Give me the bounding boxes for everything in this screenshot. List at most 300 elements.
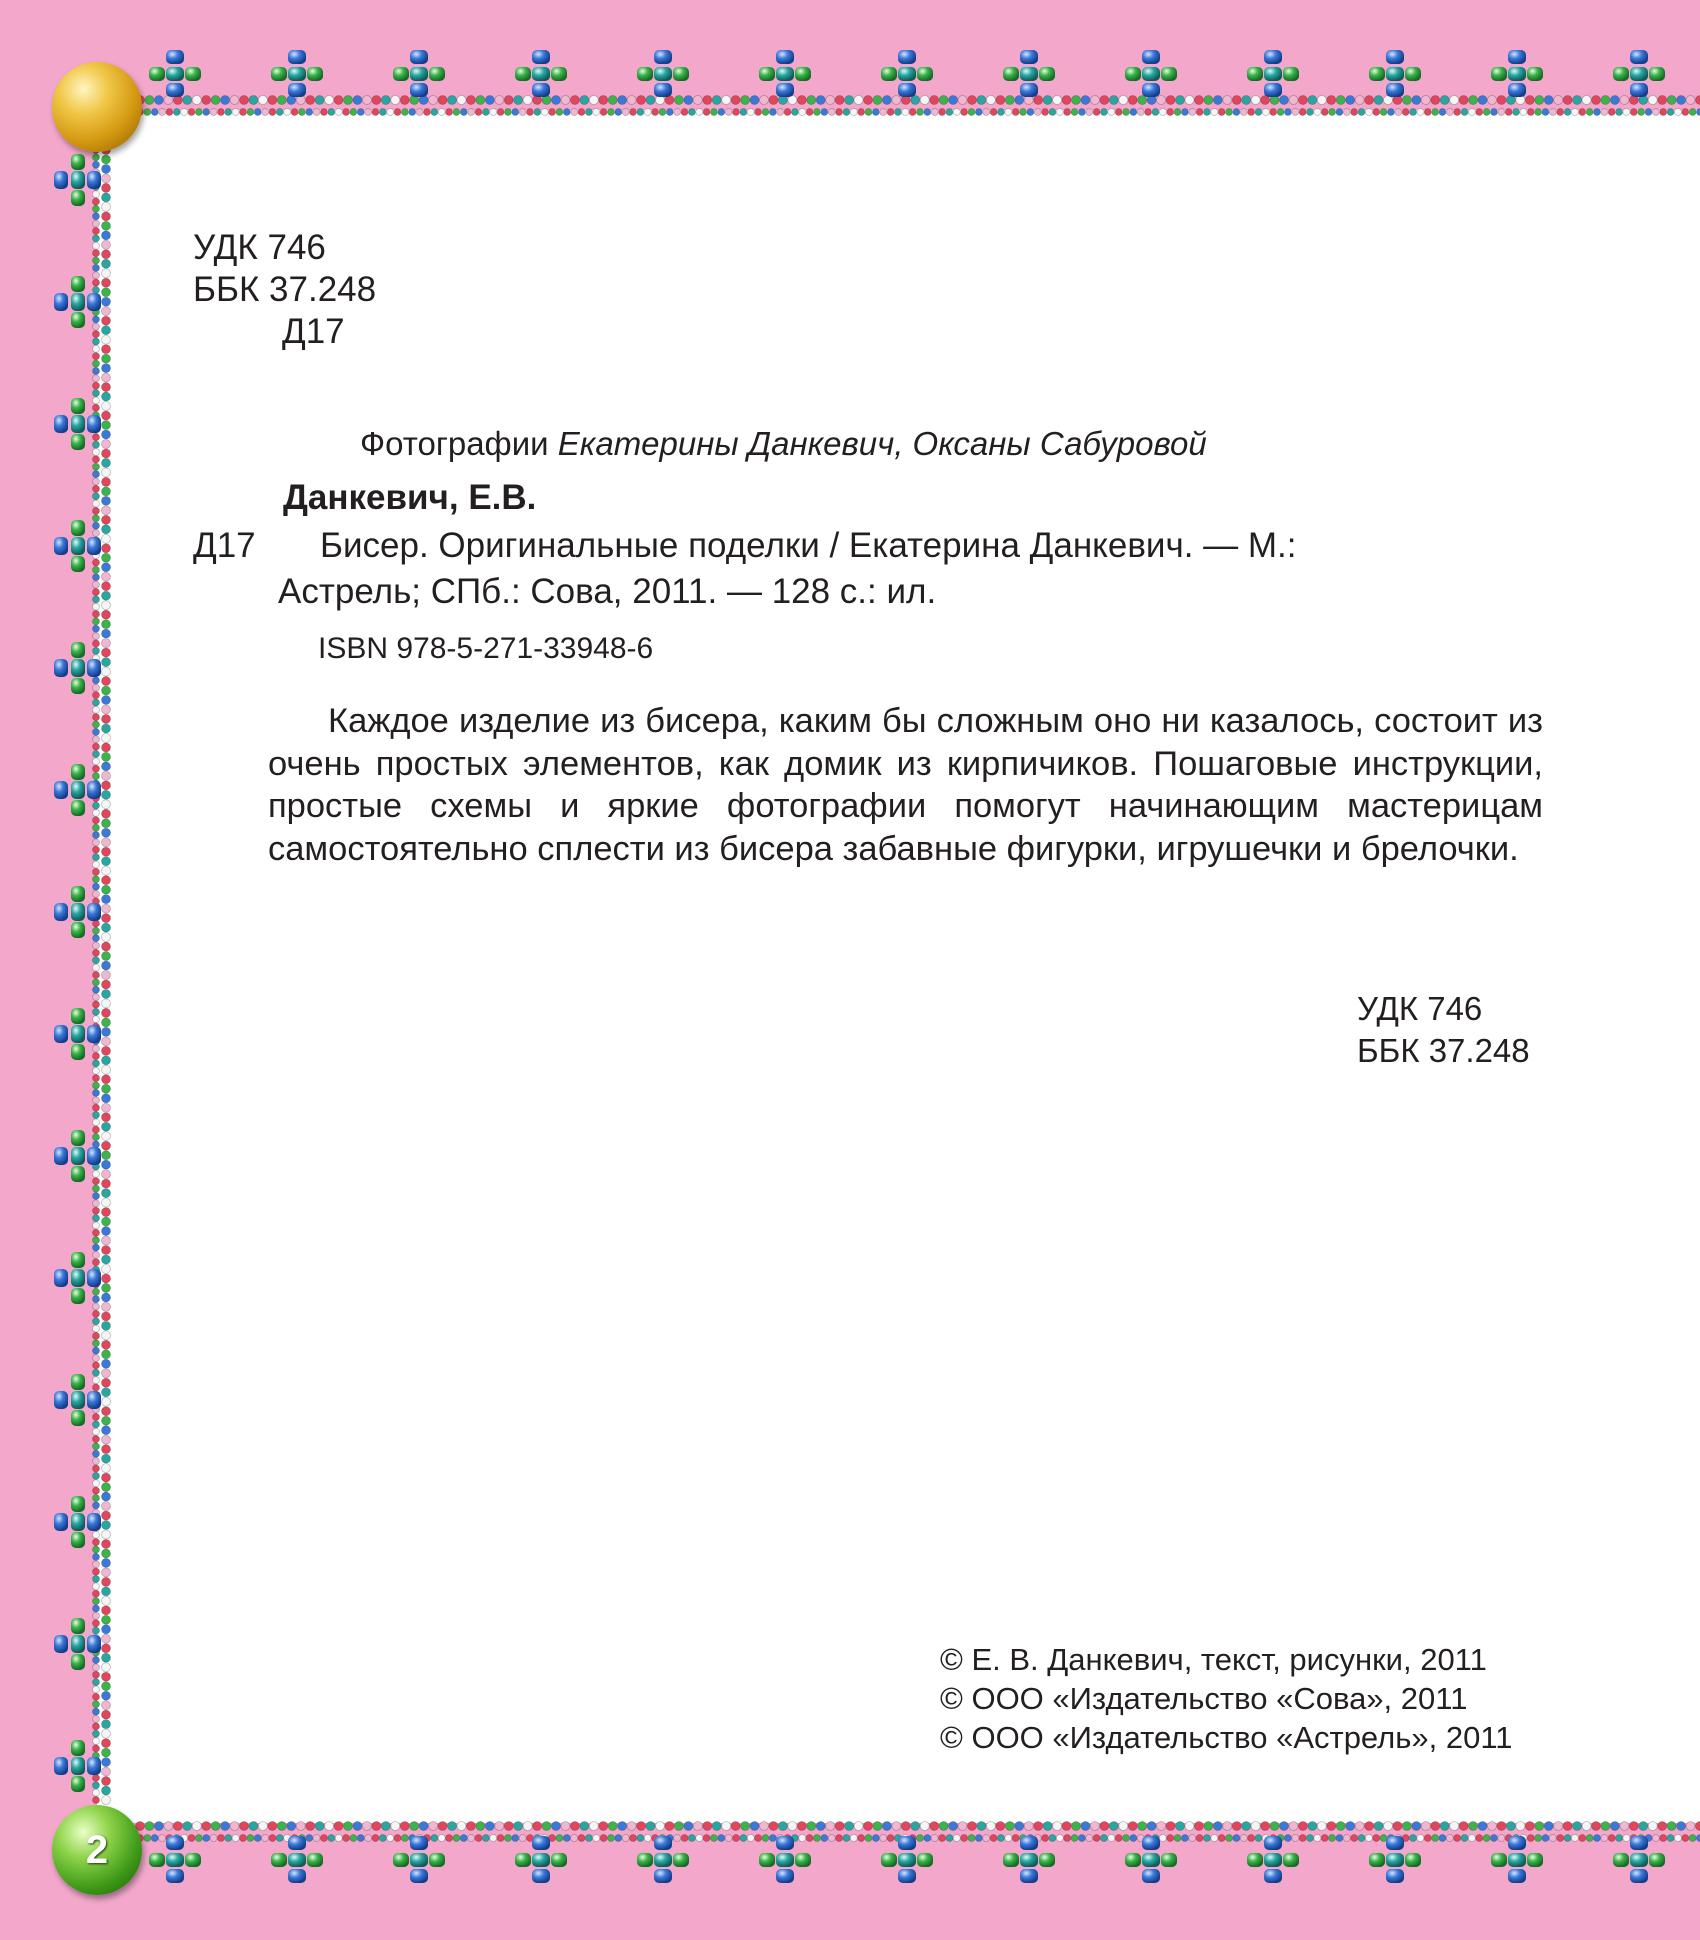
seed-bead bbox=[102, 1615, 111, 1624]
seed-bead bbox=[1336, 1822, 1345, 1831]
seed-bead bbox=[1410, 109, 1417, 116]
seed-bead bbox=[448, 96, 457, 105]
seed-bead bbox=[429, 96, 438, 105]
seed-bead bbox=[475, 109, 482, 116]
seed-bead bbox=[1233, 1835, 1240, 1842]
seed-bead bbox=[93, 942, 100, 949]
seed-bead bbox=[983, 1835, 990, 1842]
seed-bead bbox=[1005, 109, 1012, 116]
seed-bead bbox=[873, 1822, 882, 1831]
seed-bead bbox=[589, 96, 598, 105]
seed-bead bbox=[512, 1835, 519, 1842]
seed-bead bbox=[1365, 109, 1372, 116]
seed-bead bbox=[1289, 1822, 1298, 1831]
seed-bead bbox=[608, 1822, 617, 1831]
seed-bead bbox=[102, 667, 111, 676]
seed-bead bbox=[379, 109, 386, 116]
seed-bead bbox=[102, 771, 111, 780]
seed-bead bbox=[1138, 96, 1147, 105]
seed-bead bbox=[102, 1663, 111, 1672]
seed-bead bbox=[490, 109, 497, 116]
seed-bead bbox=[1667, 96, 1676, 105]
seed-bead bbox=[419, 1822, 428, 1831]
seed-bead bbox=[306, 109, 313, 116]
seed-bead bbox=[1167, 109, 1174, 116]
seed-bead bbox=[949, 96, 958, 105]
seed-bead bbox=[306, 1822, 315, 1831]
seed-bead bbox=[93, 1053, 100, 1060]
seed-bead bbox=[313, 109, 320, 116]
seed-bead bbox=[712, 1822, 721, 1831]
seed-bead bbox=[93, 331, 100, 338]
seed-bead bbox=[1592, 1822, 1601, 1831]
seed-bead bbox=[865, 109, 872, 116]
seed-bead bbox=[821, 109, 828, 116]
seed-bead bbox=[181, 109, 188, 116]
seed-bead bbox=[1329, 109, 1336, 116]
seed-bead bbox=[990, 109, 997, 116]
bead-flower bbox=[759, 1836, 811, 1883]
seed-bead bbox=[93, 1369, 100, 1376]
seed-bead bbox=[102, 487, 111, 496]
seed-bead bbox=[533, 1822, 542, 1831]
seed-bead bbox=[1490, 1835, 1497, 1842]
photo-credit-names: Екатерины Данкевич, Оксаны Сабуровой bbox=[557, 425, 1207, 462]
seed-bead bbox=[93, 1340, 100, 1347]
seed-bead bbox=[102, 1331, 111, 1340]
seed-bead bbox=[102, 1388, 111, 1397]
seed-bead bbox=[733, 1835, 740, 1842]
seed-bead bbox=[353, 1822, 362, 1831]
seed-bead bbox=[468, 1835, 475, 1842]
seed-bead bbox=[93, 1627, 100, 1634]
seed-bead bbox=[1374, 96, 1383, 105]
seed-bead bbox=[102, 933, 111, 942]
seed-bead bbox=[490, 1835, 497, 1842]
seed-bead bbox=[93, 773, 100, 780]
seed-bead bbox=[102, 1246, 111, 1255]
seed-bead bbox=[93, 986, 100, 993]
seed-bead bbox=[102, 1539, 111, 1548]
seed-bead bbox=[93, 684, 100, 691]
seed-bead bbox=[102, 696, 111, 705]
seed-bead bbox=[637, 109, 644, 116]
seed-bead bbox=[102, 278, 111, 287]
seed-bead bbox=[93, 1296, 100, 1303]
seed-bead bbox=[344, 96, 353, 105]
seed-bead bbox=[845, 1822, 854, 1831]
seed-bead bbox=[362, 1822, 371, 1831]
seed-bead bbox=[409, 109, 416, 116]
seed-bead bbox=[93, 360, 100, 367]
seed-bead bbox=[93, 1472, 100, 1479]
seed-bead bbox=[262, 109, 269, 116]
seed-bead bbox=[262, 1835, 269, 1842]
seed-bead bbox=[1623, 109, 1630, 116]
seed-bead bbox=[1147, 1822, 1156, 1831]
seed-bead bbox=[240, 1835, 247, 1842]
seed-bead bbox=[497, 1835, 504, 1842]
seed-bead bbox=[446, 1835, 453, 1842]
seed-bead bbox=[372, 1835, 379, 1842]
seed-bead bbox=[1525, 1822, 1534, 1831]
seed-bead bbox=[542, 1822, 551, 1831]
seed-bead bbox=[93, 1590, 100, 1597]
seed-bead bbox=[343, 109, 350, 116]
seed-bead bbox=[1648, 96, 1657, 105]
seed-bead bbox=[93, 706, 100, 713]
seed-bead bbox=[1213, 1822, 1222, 1831]
seed-bead bbox=[1544, 1822, 1553, 1831]
seed-bead bbox=[93, 1082, 100, 1089]
seed-bead bbox=[1181, 109, 1188, 116]
bead-flower bbox=[1247, 1836, 1299, 1883]
seed-bead bbox=[164, 1822, 173, 1831]
seed-bead bbox=[1476, 109, 1483, 116]
seed-bead bbox=[1298, 1822, 1307, 1831]
seed-bead bbox=[350, 1835, 357, 1842]
seed-bead bbox=[93, 235, 100, 242]
seed-bead bbox=[1601, 1822, 1610, 1831]
seed-bead bbox=[93, 456, 100, 463]
bead-flower bbox=[759, 50, 811, 97]
seed-bead bbox=[192, 96, 201, 105]
seed-bead bbox=[986, 1822, 995, 1831]
seed-bead bbox=[102, 458, 111, 467]
seed-bead bbox=[102, 686, 111, 695]
seed-bead bbox=[1119, 96, 1128, 105]
seed-bead bbox=[391, 1822, 400, 1831]
seed-bead bbox=[1204, 1822, 1213, 1831]
seed-bead bbox=[102, 364, 111, 373]
seed-bead bbox=[102, 250, 111, 259]
seed-bead bbox=[1393, 1822, 1402, 1831]
seed-bead bbox=[777, 109, 784, 116]
seed-bead bbox=[93, 1200, 100, 1207]
seed-bead bbox=[1204, 96, 1213, 105]
seed-bead bbox=[400, 1822, 409, 1831]
seed-bead bbox=[102, 857, 111, 866]
seed-bead bbox=[1043, 1822, 1052, 1831]
seed-bead bbox=[1049, 109, 1056, 116]
seed-bead bbox=[1601, 96, 1610, 105]
seed-bead bbox=[917, 109, 924, 116]
bead-flower bbox=[1491, 50, 1543, 97]
seed-bead bbox=[807, 1822, 816, 1831]
seed-bead bbox=[102, 221, 111, 230]
seed-bead bbox=[760, 1822, 769, 1831]
seed-bead bbox=[93, 1465, 100, 1472]
seed-bead bbox=[1034, 109, 1041, 116]
seed-bead bbox=[769, 1835, 776, 1842]
seed-bead bbox=[232, 1835, 239, 1842]
seed-bead bbox=[102, 373, 111, 382]
seed-bead bbox=[93, 1067, 100, 1074]
seed-bead bbox=[102, 743, 111, 752]
seed-bead bbox=[240, 1822, 249, 1831]
seed-bead bbox=[1365, 1822, 1374, 1831]
seed-bead bbox=[769, 96, 778, 105]
seed-bead bbox=[1535, 1822, 1544, 1831]
seed-bead bbox=[247, 109, 254, 116]
seed-bead bbox=[703, 1835, 710, 1842]
seed-bead bbox=[315, 96, 324, 105]
seed-bead bbox=[211, 96, 220, 105]
seed-bead bbox=[93, 1111, 100, 1118]
seed-bead bbox=[210, 109, 217, 116]
seed-bead bbox=[93, 1583, 100, 1590]
seed-bead bbox=[902, 109, 909, 116]
seed-bead bbox=[93, 1450, 100, 1457]
seed-bead bbox=[828, 109, 835, 116]
seed-bead bbox=[102, 971, 111, 980]
seed-bead bbox=[416, 109, 423, 116]
seed-bead bbox=[578, 1835, 585, 1842]
seed-bead bbox=[1062, 96, 1071, 105]
seed-bead bbox=[1608, 1835, 1615, 1842]
seed-bead bbox=[1109, 1822, 1118, 1831]
seed-bead bbox=[230, 96, 239, 105]
seed-bead bbox=[144, 1835, 151, 1842]
seed-bead bbox=[102, 1103, 111, 1112]
seed-bead bbox=[1218, 1835, 1225, 1842]
seed-bead bbox=[1343, 1835, 1350, 1842]
seed-bead bbox=[102, 1483, 111, 1492]
seed-bead bbox=[1412, 1822, 1421, 1831]
seed-bead bbox=[1630, 109, 1637, 116]
seed-bead bbox=[637, 1822, 646, 1831]
seed-bead bbox=[159, 1835, 166, 1842]
seed-bead bbox=[1454, 109, 1461, 116]
seed-bead bbox=[880, 109, 887, 116]
seed-bead bbox=[93, 1568, 100, 1575]
seed-bead bbox=[93, 1362, 100, 1369]
seed-bead bbox=[1373, 109, 1380, 116]
seed-bead bbox=[1327, 96, 1336, 105]
seed-bead bbox=[939, 96, 948, 105]
seed-bead bbox=[102, 288, 111, 297]
seed-bead bbox=[93, 574, 100, 581]
seed-bead bbox=[740, 109, 747, 116]
seed-bead bbox=[93, 1487, 100, 1494]
seed-bead bbox=[102, 316, 111, 325]
seed-bead bbox=[931, 109, 938, 116]
seed-bead bbox=[1564, 109, 1571, 116]
seed-bead bbox=[457, 96, 466, 105]
seed-bead bbox=[563, 109, 570, 116]
seed-bead bbox=[325, 96, 334, 105]
seed-bead bbox=[1115, 109, 1122, 116]
seed-bead bbox=[102, 1596, 111, 1605]
seed-bead bbox=[1211, 109, 1218, 116]
seed-bead bbox=[1446, 1835, 1453, 1842]
seed-bead bbox=[710, 1835, 717, 1842]
seed-bead bbox=[93, 611, 100, 618]
seed-bead bbox=[254, 1835, 261, 1842]
seed-bead bbox=[249, 96, 258, 105]
seed-bead bbox=[249, 1822, 258, 1831]
copyright-line: © Е. В. Данкевич, текст, рисунки, 2011 bbox=[940, 1642, 1487, 1677]
seed-bead bbox=[400, 96, 409, 105]
seed-bead bbox=[1284, 1835, 1291, 1842]
seed-bead bbox=[102, 1502, 111, 1511]
seed-bead bbox=[93, 699, 100, 706]
seed-bead bbox=[1024, 1822, 1033, 1831]
seed-bead bbox=[580, 96, 589, 105]
seed-bead bbox=[1298, 96, 1307, 105]
seed-bead bbox=[240, 109, 247, 116]
seed-bead bbox=[102, 1710, 111, 1719]
seed-bead bbox=[968, 1822, 977, 1831]
seed-bead bbox=[1159, 109, 1166, 116]
seed-bead bbox=[909, 109, 916, 116]
seed-bead bbox=[93, 1436, 100, 1443]
seed-bead bbox=[892, 1822, 901, 1831]
seed-bead bbox=[102, 174, 111, 183]
bead-flower bbox=[1003, 50, 1055, 97]
seed-bead bbox=[93, 1531, 100, 1538]
seed-bead bbox=[681, 109, 688, 116]
seed-bead bbox=[816, 96, 825, 105]
seed-bead bbox=[102, 1132, 111, 1141]
seed-bead bbox=[607, 1835, 614, 1842]
seed-bead bbox=[1431, 1822, 1440, 1831]
seed-bead bbox=[144, 109, 151, 116]
seed-bead bbox=[725, 1835, 732, 1842]
seed-bead bbox=[102, 259, 111, 268]
seed-bead bbox=[939, 109, 946, 116]
seed-bead bbox=[102, 439, 111, 448]
seed-bead bbox=[1042, 109, 1049, 116]
seed-bead bbox=[997, 1835, 1004, 1842]
seed-bead bbox=[1100, 1835, 1107, 1842]
seed-bead bbox=[762, 1835, 769, 1842]
seed-bead bbox=[93, 286, 100, 293]
seed-bead bbox=[1513, 109, 1520, 116]
seed-bead bbox=[930, 96, 939, 105]
seed-bead bbox=[996, 96, 1005, 105]
seed-bead bbox=[93, 1244, 100, 1251]
seed-bead bbox=[1194, 96, 1203, 105]
seed-bead bbox=[1292, 109, 1299, 116]
bead-flower bbox=[1369, 50, 1421, 97]
bead-flower bbox=[515, 1836, 567, 1883]
seed-bead bbox=[1185, 96, 1194, 105]
seed-bead bbox=[1072, 1822, 1081, 1831]
seed-bead bbox=[1454, 1835, 1461, 1842]
seed-bead bbox=[1174, 1835, 1181, 1842]
bead-flower bbox=[1247, 50, 1299, 97]
seed-bead bbox=[102, 989, 111, 998]
seed-bead bbox=[102, 1397, 111, 1406]
seed-bead bbox=[328, 1835, 335, 1842]
seed-bead bbox=[203, 109, 210, 116]
seed-bead bbox=[646, 1822, 655, 1831]
seed-bead bbox=[968, 109, 975, 116]
seed-bead bbox=[93, 1723, 100, 1730]
seed-bead bbox=[696, 1835, 703, 1842]
seed-bead bbox=[320, 109, 327, 116]
seed-bead bbox=[372, 1822, 381, 1831]
seed-bead bbox=[102, 1407, 111, 1416]
seed-bead bbox=[1554, 1822, 1563, 1831]
seed-bead bbox=[1314, 109, 1321, 116]
seed-bead bbox=[1189, 109, 1196, 116]
seed-bead bbox=[1686, 96, 1695, 105]
seed-bead bbox=[102, 1369, 111, 1378]
seed-bead bbox=[93, 1097, 100, 1104]
seed-bead bbox=[482, 1835, 489, 1842]
seed-bead bbox=[93, 272, 100, 279]
seed-bead bbox=[1053, 1822, 1062, 1831]
seed-bead bbox=[102, 212, 111, 221]
seed-bead bbox=[485, 1822, 494, 1831]
seed-bead bbox=[93, 861, 100, 868]
seed-bead bbox=[733, 109, 740, 116]
seed-bead bbox=[466, 96, 475, 105]
seed-bead bbox=[1138, 1822, 1147, 1831]
seed-bead bbox=[102, 1027, 111, 1036]
seed-bead bbox=[1109, 96, 1118, 105]
seed-bead bbox=[712, 96, 721, 105]
seed-bead bbox=[1497, 1822, 1506, 1831]
seed-bead bbox=[1308, 1822, 1317, 1831]
seed-bead bbox=[1336, 96, 1345, 105]
seed-bead bbox=[644, 109, 651, 116]
seed-bead bbox=[102, 1056, 111, 1065]
seed-bead bbox=[232, 109, 239, 116]
seed-bead bbox=[102, 1634, 111, 1643]
seed-bead bbox=[93, 1303, 100, 1310]
seed-bead bbox=[93, 1413, 100, 1420]
seed-bead bbox=[93, 1458, 100, 1465]
seed-bead bbox=[221, 96, 230, 105]
seed-bead bbox=[93, 507, 100, 514]
seed-bead bbox=[1421, 1822, 1430, 1831]
seed-bead bbox=[93, 765, 100, 772]
seed-bead bbox=[102, 1473, 111, 1482]
seed-bead bbox=[102, 838, 111, 847]
seed-bead bbox=[788, 1822, 797, 1831]
bbk-code: ББК 37.248 bbox=[193, 270, 377, 309]
seed-bead bbox=[102, 1283, 111, 1292]
seed-bead bbox=[93, 1207, 100, 1214]
seed-bead bbox=[946, 1835, 953, 1842]
seed-bead bbox=[93, 979, 100, 986]
seed-bead bbox=[1093, 109, 1100, 116]
seed-bead bbox=[429, 1822, 438, 1831]
seed-bead bbox=[306, 1835, 313, 1842]
seed-bead bbox=[1071, 1835, 1078, 1842]
seed-bead bbox=[762, 109, 769, 116]
seed-bead bbox=[1488, 1822, 1497, 1831]
seed-bead bbox=[93, 515, 100, 522]
seed-bead bbox=[769, 109, 776, 116]
seed-bead bbox=[1478, 1822, 1487, 1831]
seed-bead bbox=[1130, 1835, 1137, 1842]
seed-bead bbox=[298, 109, 305, 116]
seed-bead bbox=[102, 515, 111, 524]
seed-bead bbox=[93, 1060, 100, 1067]
seed-bead bbox=[448, 1822, 457, 1831]
seed-bead bbox=[93, 758, 100, 765]
seed-bead bbox=[495, 1822, 504, 1831]
seed-bead bbox=[1677, 96, 1686, 105]
seed-bead bbox=[93, 1494, 100, 1501]
seed-bead bbox=[93, 1671, 100, 1678]
seed-bead bbox=[102, 1492, 111, 1501]
seed-bead bbox=[93, 1428, 100, 1435]
